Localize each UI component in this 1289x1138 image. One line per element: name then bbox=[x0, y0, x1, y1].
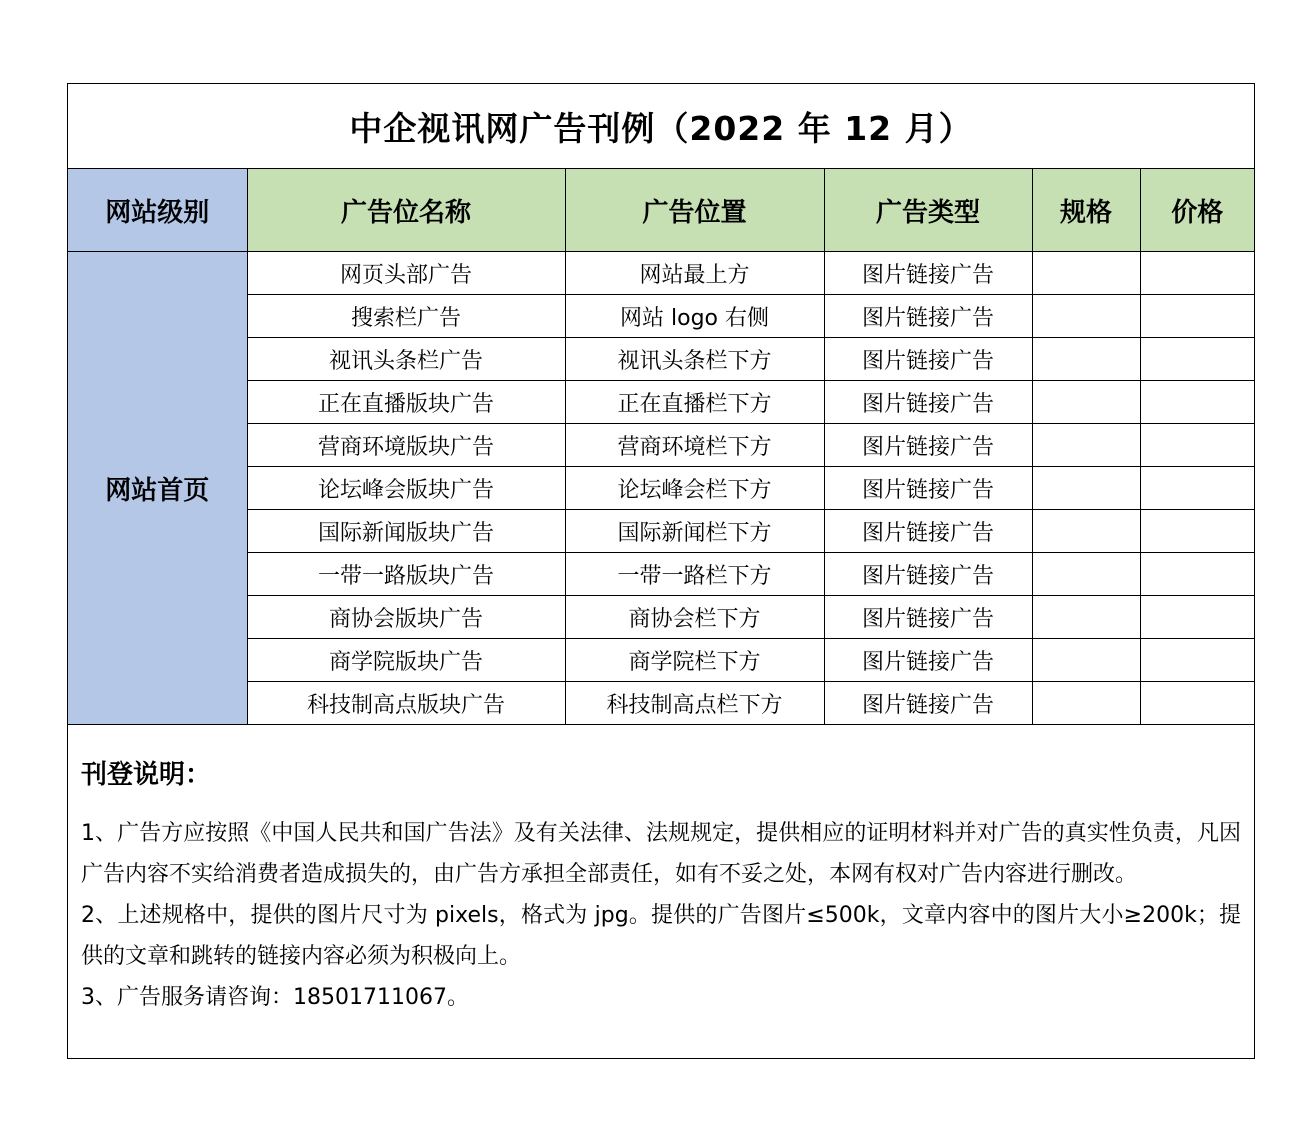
notes-title: 刊登说明： bbox=[81, 760, 212, 790]
ad-type-cell: 图片链接广告 bbox=[824, 424, 1032, 467]
ad-position-cell: 正在直播栏下方 bbox=[565, 381, 824, 424]
ad-type-cell: 图片链接广告 bbox=[824, 252, 1032, 295]
ad-position-cell: 商协会栏下方 bbox=[565, 596, 824, 639]
spec-cell bbox=[1032, 596, 1140, 639]
ad-type-cell: 图片链接广告 bbox=[824, 682, 1032, 725]
header-level: 网站级别 bbox=[68, 169, 247, 252]
header-price: 价格 bbox=[1140, 169, 1254, 252]
rate-card-sheet bbox=[67, 83, 1255, 1059]
price-cell bbox=[1140, 596, 1254, 639]
spec-cell bbox=[1032, 467, 1140, 510]
price-cell bbox=[1140, 639, 1254, 682]
note-item-1: 1、广告方应按照《中国人民共和国广告法》及有关法律、法规规定，提供相应的证明材料并对广告的真实性负责，凡因广告内容不实给消费者造成损失的，由广告方承担全部责任，如有不妥之处，本网有权对广告内容进行删改。 bbox=[81, 821, 1241, 887]
ad-name-cell: 搜索栏广告 bbox=[247, 295, 565, 338]
ad-name-cell: 网页头部广告 bbox=[247, 252, 565, 295]
spec-cell bbox=[1032, 338, 1140, 381]
price-cell bbox=[1140, 295, 1254, 338]
ad-position-cell: 一带一路栏下方 bbox=[565, 553, 824, 596]
header-spec: 规格 bbox=[1032, 169, 1140, 252]
ad-rate-table bbox=[68, 169, 1254, 725]
price-cell bbox=[1140, 381, 1254, 424]
header-ad-name: 广告位名称 bbox=[247, 169, 565, 252]
ad-type-cell: 图片链接广告 bbox=[824, 553, 1032, 596]
ad-type-cell: 图片链接广告 bbox=[824, 338, 1032, 381]
price-cell bbox=[1140, 424, 1254, 467]
note-item-3: 3、广告服务请咨询：18501711067。 bbox=[81, 985, 469, 1010]
ad-position-cell: 论坛峰会栏下方 bbox=[565, 467, 824, 510]
spec-cell bbox=[1032, 381, 1140, 424]
price-cell bbox=[1140, 252, 1254, 295]
ad-position-cell: 科技制高点栏下方 bbox=[565, 682, 824, 725]
price-cell bbox=[1140, 510, 1254, 553]
ad-position-cell: 商学院栏下方 bbox=[565, 639, 824, 682]
header-ad-type: 广告类型 bbox=[824, 169, 1032, 252]
ad-position-cell: 网站最上方 bbox=[565, 252, 824, 295]
ad-type-cell: 图片链接广告 bbox=[824, 639, 1032, 682]
publishing-notes bbox=[68, 726, 1254, 1058]
price-cell bbox=[1140, 467, 1254, 510]
price-cell bbox=[1140, 338, 1254, 381]
ad-position-cell: 国际新闻栏下方 bbox=[565, 510, 824, 553]
spec-cell bbox=[1032, 510, 1140, 553]
section-homepage: 网站首页 bbox=[68, 252, 247, 725]
ad-type-cell: 图片链接广告 bbox=[824, 381, 1032, 424]
ad-name-cell: 营商环境版块广告 bbox=[247, 424, 565, 467]
ad-name-cell: 国际新闻版块广告 bbox=[247, 510, 565, 553]
spec-cell bbox=[1032, 553, 1140, 596]
ad-position-cell: 视讯头条栏下方 bbox=[565, 338, 824, 381]
header-ad-position: 广告位置 bbox=[565, 169, 824, 252]
ad-type-cell: 图片链接广告 bbox=[824, 596, 1032, 639]
spec-cell bbox=[1032, 639, 1140, 682]
ad-name-cell: 一带一路版块广告 bbox=[247, 553, 565, 596]
ad-name-cell: 论坛峰会版块广告 bbox=[247, 467, 565, 510]
ad-name-cell: 正在直播版块广告 bbox=[247, 381, 565, 424]
ad-name-cell: 视讯头条栏广告 bbox=[247, 338, 565, 381]
ad-position-cell: 营商环境栏下方 bbox=[565, 424, 824, 467]
spec-cell bbox=[1032, 252, 1140, 295]
page-title: 中企视讯网广告刊例（2022 年 12 月） bbox=[68, 84, 1254, 169]
ad-position-cell: 网站 logo 右侧 bbox=[565, 295, 824, 338]
ad-type-cell: 图片链接广告 bbox=[824, 295, 1032, 338]
table-row bbox=[68, 252, 1254, 295]
ad-type-cell: 图片链接广告 bbox=[824, 467, 1032, 510]
spec-cell bbox=[1032, 682, 1140, 725]
price-cell bbox=[1140, 553, 1254, 596]
ad-name-cell: 商协会版块广告 bbox=[247, 596, 565, 639]
note-item-2: 2、上述规格中，提供的图片尺寸为 pixels，格式为 jpg。提供的广告图片≤500k，文章内容中的图片大小≥200k；提供的文章和跳转的链接内容必须为积极向上。 bbox=[81, 903, 1241, 969]
ad-name-cell: 科技制高点版块广告 bbox=[247, 682, 565, 725]
price-cell bbox=[1140, 682, 1254, 725]
spec-cell bbox=[1032, 424, 1140, 467]
ad-name-cell: 商学院版块广告 bbox=[247, 639, 565, 682]
header-row bbox=[68, 169, 1254, 252]
spec-cell bbox=[1032, 295, 1140, 338]
ad-type-cell: 图片链接广告 bbox=[824, 510, 1032, 553]
